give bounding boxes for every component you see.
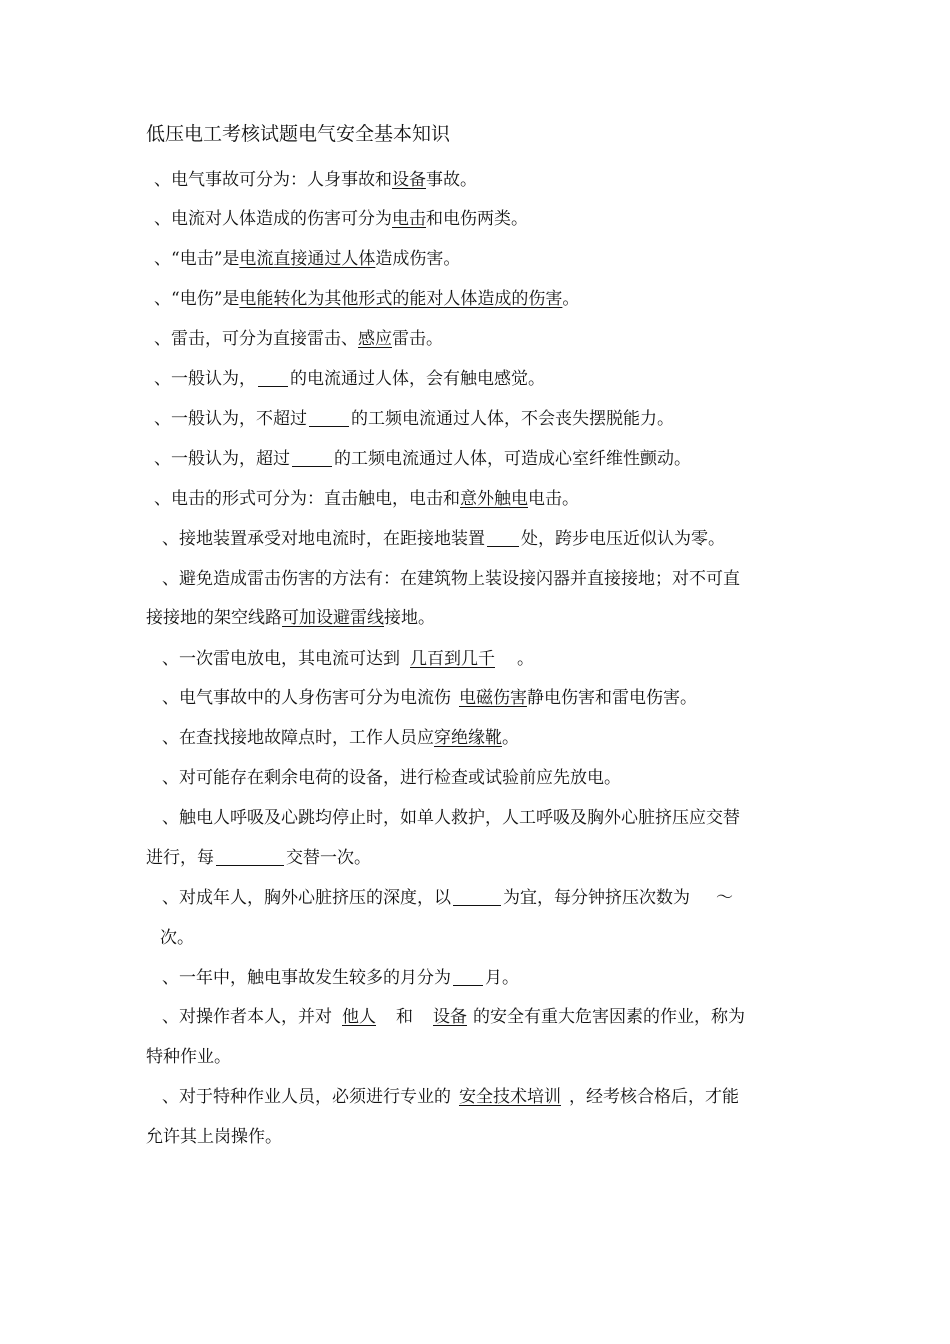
answer-9: 意外触电 [460, 489, 528, 509]
question-4: 、“电伤”是电能转化为其他形式的能对人体造成的伤害。 [154, 289, 580, 309]
question-10: 、接地装置承受对地电流时，在距接地装置 处，跨步电压近似认为零。 [162, 529, 725, 549]
answer-13: 电磁伤害 [459, 688, 527, 708]
question-16-continued: 进行，每 交替一次。 [146, 848, 371, 868]
answer-blank-8 [292, 448, 332, 467]
answer-blank-17 [453, 887, 501, 906]
question-17-continued: 次。 [160, 928, 194, 948]
question-8: 、一般认为，超过 的工频电流通过人体，可造成心室纤维性颤动。 [154, 449, 691, 469]
answer-12: 几百到几千 [410, 649, 495, 669]
answer-3: 电流直接通过人体 [239, 249, 376, 269]
question-2: 、电流对人体造成的伤害可分为电击和电伤两类。 [154, 209, 528, 229]
answer-4: 电能转化为其他形式的能对人体造成的伤害 [239, 289, 563, 309]
answer-11: 可加设避雷线 [282, 608, 384, 628]
question-15: 、对可能存在剩余电荷的设备，进行检查或试验前应先放电。 [162, 768, 621, 788]
answer-19a: 他人 [342, 1007, 376, 1027]
tilde-symbol: ～ [716, 888, 733, 908]
answer-19b: 设备 [433, 1007, 467, 1027]
question-19: 、对操作者本人，并对 他人 和 设备 的安全有重大危害因素的作业，称为 [162, 1007, 745, 1027]
question-20: 、对于特种作业人员，必须进行专业的 安全技术培训 ，经考核合格后，才能 [162, 1087, 739, 1107]
question-3: 、“电击”是电流直接通过人体造成伤害。 [154, 249, 461, 269]
answer-blank-18 [453, 967, 483, 986]
question-19-continued: 特种作业。 [146, 1047, 231, 1067]
question-20-continued: 允许其上岗操作。 [146, 1127, 282, 1147]
question-16: 、触电人呼吸及心跳均停止时，如单人救护，人工呼吸及胸外心脏挤压应交替 [162, 808, 740, 828]
question-11-continued: 接接地的架空线路可加设避雷线接地。 [146, 608, 435, 628]
question-11: 、避免造成雷击伤害的方法有：在建筑物上装设接闪器并直接接地；对不可直 [162, 569, 740, 589]
question-1: 、电气事故可分为：人身事故和设备事故。 [154, 170, 477, 190]
page-title: 低压电工考核试题电气安全基本知识 [146, 123, 451, 145]
answer-5: 感应 [358, 329, 392, 349]
answer-14: 穿绝缘靴 [434, 728, 502, 748]
question-13: 、电气事故中的人身伤害可分为电流伤 电磁伤害静电伤害和雷电伤害。 [162, 688, 697, 708]
question-12: 、一次雷电放电，其电流可达到 几百到几千 。 [162, 649, 534, 669]
question-7: 、一般认为，不超过 的工频电流通过人体，不会丧失摆脱能力。 [154, 409, 674, 429]
answer-blank-7 [309, 408, 349, 427]
answer-2: 电击 [392, 209, 426, 229]
answer-1: 设备 [392, 170, 426, 190]
question-18: 、一年中，触电事故发生较多的月分为 月。 [162, 968, 519, 988]
answer-blank-10 [487, 528, 519, 547]
question-9: 、电击的形式可分为：直击触电，电击和意外触电电击。 [154, 489, 579, 509]
answer-blank-16 [216, 847, 284, 866]
question-14: 、在查找接地故障点时，工作人员应穿绝缘靴。 [162, 728, 519, 748]
answer-blank-6 [258, 368, 288, 387]
question-17: 、对成年人，胸外心脏挤压的深度，以 为宜，每分钟挤压次数为 ～ [162, 888, 733, 908]
question-5: 、雷击，可分为直接雷击、感应雷击。 [154, 329, 443, 349]
question-6: 、一般认为， 的电流通过人体，会有触电感觉。 [154, 369, 545, 389]
answer-20: 安全技术培训 [459, 1087, 561, 1107]
